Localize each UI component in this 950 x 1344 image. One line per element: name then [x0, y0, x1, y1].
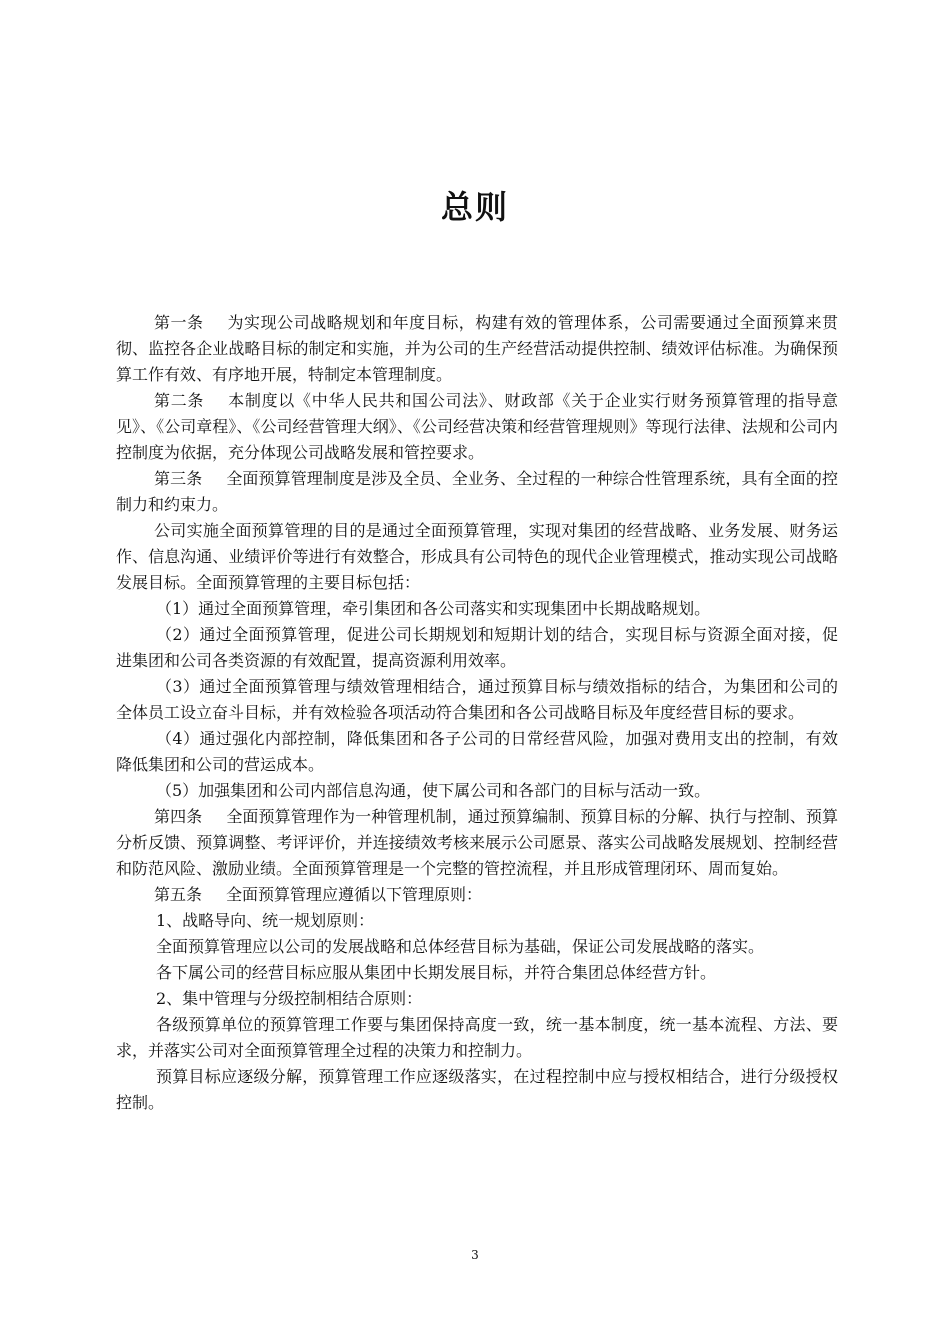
document-body [116, 310, 838, 1116]
article-text: 全面预算管理应遵循以下管理原则： [226, 885, 483, 904]
goal-item: （4）通过强化内部控制，降低集团和各子公司的日常经营风险，加强对费用支出的控制，有效降低集团和公司的营运成本。 [116, 729, 838, 774]
article-1 [116, 310, 838, 388]
article-text: 全面预算管理作为一种管理机制，通过预算编制、预算目标的分解、执行与控制、预算分析反馈、预算调整、考评评价，并连接绩效考核来展示公司愿景、落实公司战略发展规划、控制经营和防范风险、激励业绩。全面预算管理是一个完整的管控流程，并且形成管理闭环、周而复始。 [116, 807, 838, 878]
article-label: 第四条 [154, 807, 203, 826]
article-4 [116, 804, 838, 882]
principle-paragraph: 预算目标应逐级分解，预算管理工作应逐级落实，在过程控制中应与授权相结合，进行分级授权控制。 [116, 1067, 838, 1112]
article-5 [116, 882, 838, 908]
purpose-paragraph: 公司实施全面预算管理的目的是通过全面预算管理，实现对集团的经营战略、业务发展、财务运作、信息沟通、业绩评价等进行有效整合，形成具有公司特色的现代企业管理模式，推动实现公司战略发展目标。全面预算管理的主要目标包括： [116, 521, 838, 592]
article-text: 全面预算管理制度是涉及全员、全业务、全过程的一种综合性管理系统，具有全面的控制力和约束力。 [116, 469, 838, 514]
article-label: 第一条 [154, 313, 204, 332]
page-title: 总则 [440, 188, 509, 226]
article-2 [116, 388, 838, 466]
page-number: 3 [471, 1248, 479, 1262]
goal-item: （1）通过全面预算管理，牵引集团和各公司落实和实现集团中长期战略规划。 [156, 599, 711, 618]
principle-heading: 1、战略导向、统一规划原则： [156, 911, 375, 930]
principle-paragraph: 各下属公司的经营目标应服从集团中长期发展目标，并符合集团总体经营方针。 [156, 963, 717, 982]
principle-paragraph: 全面预算管理应以公司的发展战略和总体经营目标为基础，保证公司发展战略的落实。 [156, 937, 765, 956]
goal-item: （2）通过全面预算管理，促进公司长期规划和短期计划的结合，实现目标与资源全面对接，促进集团和公司各类资源的有效配置，提高资源利用效率。 [116, 625, 838, 670]
article-label: 第二条 [154, 391, 205, 410]
article-text: 为实现公司战略规划和年度目标，构建有效的管理体系，公司需要通过全面预算来贯彻、监控各企业战略目标的制定和实施，并为公司的生产经营活动提供控制、绩效评估标准。为确保预算工作有效、有序地开展，特制定本管理制度。 [116, 313, 838, 384]
principle-paragraph: 各级预算单位的预算管理工作要与集团保持高度一致，统一基本制度，统一基本流程、方法、要求，并落实公司对全面预算管理全过程的决策力和控制力。 [116, 1015, 838, 1060]
article-3 [116, 466, 838, 518]
article-text: 本制度以《中华人民共和国公司法》、财政部《关于企业实行财务预算管理的指导意见》、《公司章程》、《公司经营管理大纲》、《公司经营决策和经营管理规则》等现行法律、法规和公司内控制度为依据，充分体现公司战略发展和管控要求。 [116, 391, 838, 462]
goal-item: （3）通过全面预算管理与绩效管理相结合，通过预算目标与绩效指标的结合，为集团和公司的全体员工设立奋斗目标，并有效检验各项活动符合集团和各公司战略目标及年度经营目标的要求。 [116, 677, 838, 722]
article-label: 第三条 [154, 469, 203, 488]
principle-heading: 2、集中管理与分级控制相结合原则： [156, 989, 423, 1008]
goal-item: （5）加强集团和公司内部信息沟通，使下属公司和各部门的目标与活动一致。 [156, 781, 711, 800]
article-label: 第五条 [154, 885, 203, 904]
